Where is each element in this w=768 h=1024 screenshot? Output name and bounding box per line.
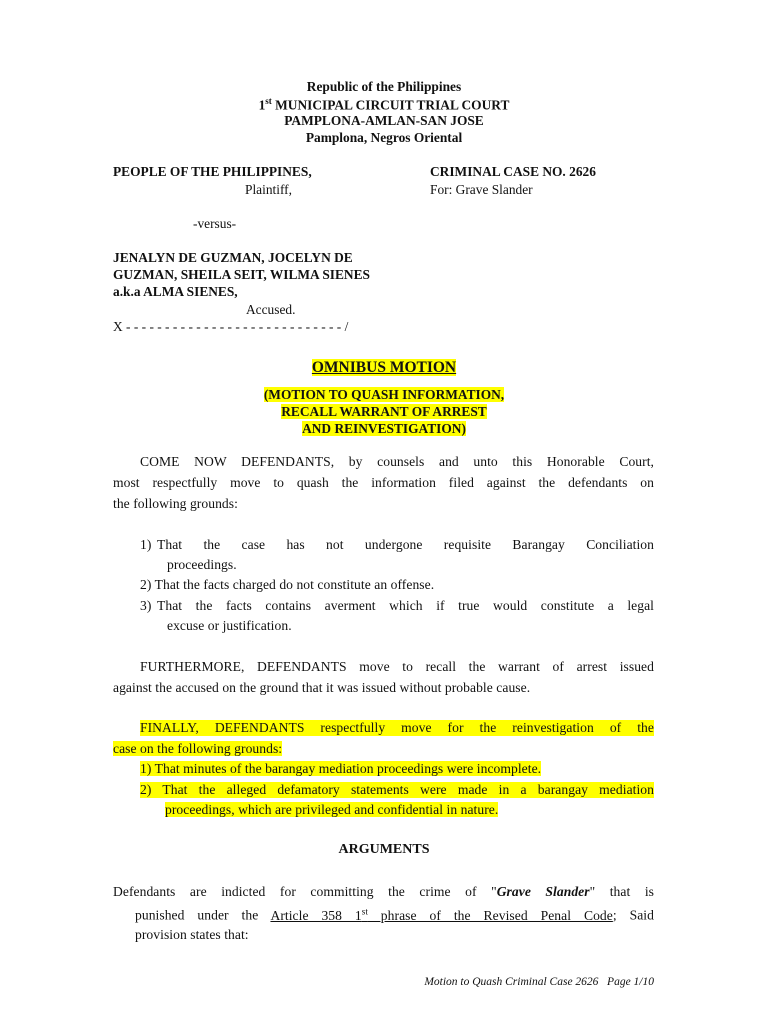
ground-1-number: 1)	[140, 537, 152, 552]
arguments-heading: ARGUMENTS	[338, 842, 430, 857]
header-municipalities: PAMPLONA-AMLAN-SAN JOSE	[284, 113, 484, 128]
plaintiff-name: PEOPLE OF THE PHILIPPINES,	[113, 164, 312, 179]
subtitle-line-1: (MOTION TO QUASH INFORMATION,	[263, 387, 505, 402]
case-number: CRIMINAL CASE NO. 2626	[430, 164, 596, 179]
p1-line-3: the following grounds:	[113, 496, 238, 511]
ground-3-line-2: excuse or justification.	[167, 618, 292, 633]
reinvestigation-ground-2-line-1: 2) That the alleged defamatory statements were made in a barangay mediation	[140, 782, 654, 797]
arguments-line-3: provision states that:	[135, 927, 249, 942]
reinvestigation-ground-1: 1) That minutes of the barangay mediation proceedings were incomplete.	[140, 761, 542, 776]
ground-2: 2) That the facts charged do not constitute an offense.	[140, 577, 435, 592]
arguments-line-1: Defendants are indicted for committing the crime of "Grave Slander" that is	[113, 884, 655, 899]
ground-3-number: 3)	[140, 598, 152, 613]
accused-line-1: JENALYN DE GUZMAN, JOCELYN DE	[113, 250, 353, 265]
subtitle-line-2: RECALL WARRANT OF ARREST	[281, 404, 487, 419]
accused-line-2: GUZMAN, SHEILA SEIT, WILMA SIENES	[113, 267, 370, 282]
p1-line-1: COME NOW DEFENDANTS, by counsels and unto this Honorable Court,	[140, 454, 654, 469]
title-block	[0, 359, 768, 377]
p2-line-2: against the accused on the ground that it was issued without probable cause.	[113, 680, 531, 695]
motion-title: OMNIBUS MOTION	[311, 359, 457, 376]
case-for: For: Grave Slander	[430, 182, 533, 197]
accused-role: Accused.	[246, 302, 296, 317]
ground-1-line-2: proceedings.	[167, 557, 237, 572]
header-court: 1st MUNICIPAL CIRCUIT TRIAL COURT	[258, 96, 510, 113]
subtitle-line-3: AND REINVESTIGATION)	[302, 421, 466, 436]
ground-3-line-1: That the facts contains averment which if true would constitute a legal	[157, 598, 654, 613]
versus: -versus-	[193, 216, 237, 231]
p2-line-1: FURTHERMORE, DEFENDANTS move to recall the warrant of arrest issued	[140, 659, 654, 674]
p1-line-2: most respectfully move to quash the information filed against the defendants on	[113, 475, 654, 490]
page-footer: Motion to Quash Criminal Case 2626 Page 1/10	[424, 976, 654, 988]
reinvestigation-ground-2-line-2: proceedings, which are privileged and confidential in nature.	[165, 802, 499, 817]
header-location: Pamplona, Negros Oriental	[305, 130, 463, 145]
p3-line-1: FINALLY, DEFENDANTS respectfully move for the reinvestigation of the	[140, 720, 654, 735]
ground-1-line-1: That the case has not undergone requisite Barangay Conciliation	[157, 537, 654, 552]
header-republic: Republic of the Philippines	[306, 79, 462, 94]
accused-line-3: a.k.a ALMA SIENES,	[113, 284, 238, 299]
p3-line-2: case on the following grounds:	[113, 741, 283, 756]
plaintiff-role: Plaintiff,	[245, 182, 292, 197]
caption-separator: X - - - - - - - - - - - - - - - - - - - - - - - - - - - - /	[113, 319, 349, 334]
arguments-line-2: punished under the Article 358 1st phrase of the Revised Penal Code; Said	[135, 906, 654, 923]
